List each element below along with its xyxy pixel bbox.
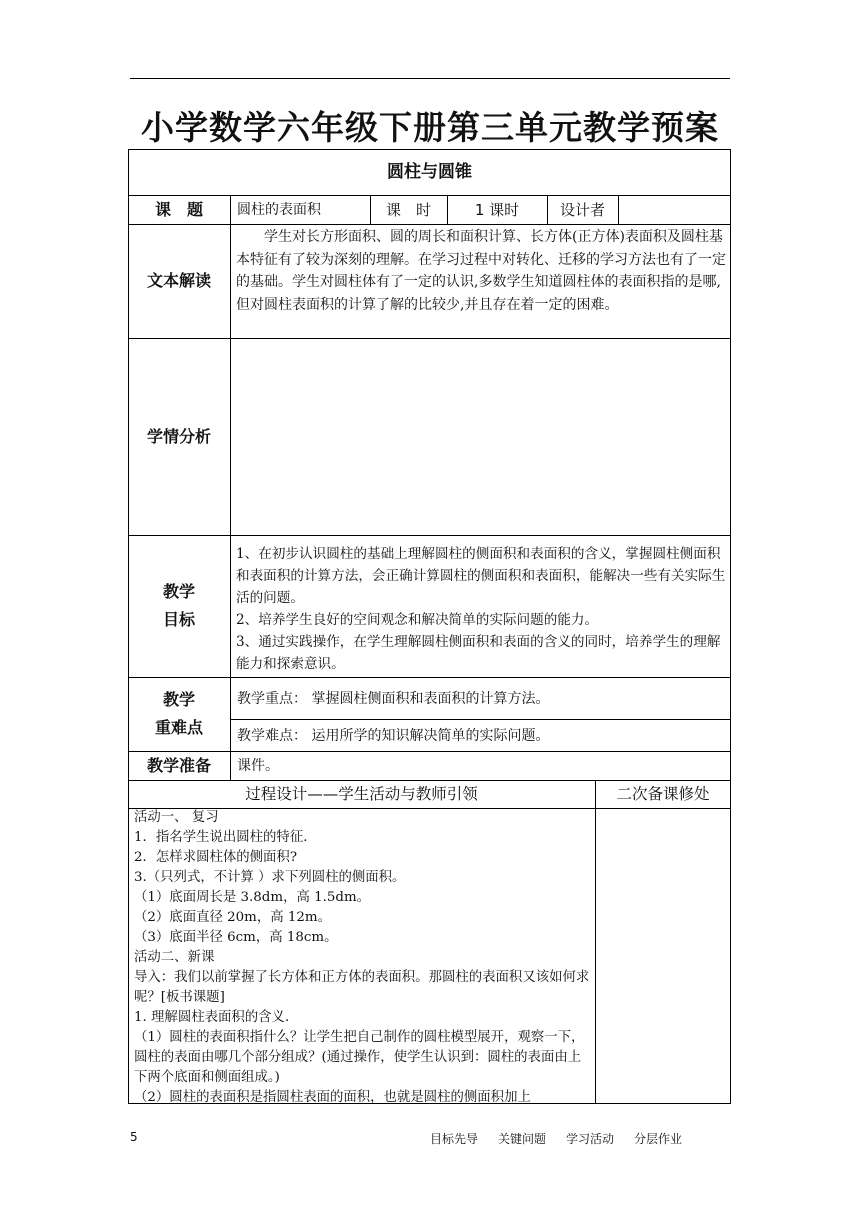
key-points-label-line1: 教学 xyxy=(162,690,195,709)
process-line: （1）圆柱的表面积指什么？让学生把自己制作的圆柱模型展开，观察一下，圆柱的表面由哪几个部分组成？(通过操作，使学生认识到：圆柱的表面由上下两个底面和侧面组成。) xyxy=(134,1030,585,1085)
footer-item: 目标先导 xyxy=(430,1132,479,1146)
page-number: 5 xyxy=(130,1130,138,1144)
key-points-label xyxy=(128,677,230,751)
goals-label xyxy=(128,535,230,677)
key-points-label-line2: 重难点 xyxy=(154,718,203,737)
process-header-right: 二次备课修处 xyxy=(616,785,710,803)
process-line: 导入：我们以前掌握了长方体和正方体的表面积。那圆柱的表面积又该如何求呢？[板书课题] xyxy=(134,970,590,1005)
goal-item-2: 2、培养学生良好的空间观念和解决简单的实际问题的能力。 xyxy=(236,612,599,628)
preparation-content: 课件。 xyxy=(237,758,279,774)
process-line: （3）底面半径 6cm，高 18cm。 xyxy=(134,930,338,945)
preparation-label: 教学准备 xyxy=(146,755,211,775)
footer-item: 分层作业 xyxy=(634,1132,683,1146)
document-title: 小学数学六年级下册第三单元教学预案 xyxy=(141,108,719,147)
goals-content xyxy=(236,543,728,675)
goals-label-line1: 教学 xyxy=(162,582,195,601)
text-analysis-label: 文本解读 xyxy=(146,271,211,290)
designer-label: 设计者 xyxy=(559,200,605,219)
goals-label-line2: 目标 xyxy=(162,610,195,629)
topic-value: 圆柱的表面积 xyxy=(237,202,321,218)
topic-label: 课 题 xyxy=(154,199,203,219)
process-line: 1．指名学生说出圆柱的特征． xyxy=(134,830,317,845)
hours-value: 1 课时 xyxy=(474,200,520,219)
goal-item-3: 3、通过实践操作，在学生理解圆柱侧面积和表面的含义的同时，培养学生的理解能力和探索意识。 xyxy=(236,634,721,672)
goal-item-1: 1、在初步认识圆柱的基础上理解圆柱的侧面积和表面积的含义，掌握圆柱侧面积和表面积的计算方法，会正确计算圆柱的侧面积和表面积，能解决一些有关实际生活的问题。 xyxy=(236,546,726,606)
footer-item: 关键问题 xyxy=(498,1132,547,1146)
difficulty-text: 教学难点： 运用所学的知识解决简单的实际问题。 xyxy=(237,728,550,744)
process-line: 活动一、 复习 xyxy=(134,810,219,825)
unit-title: 圆柱与圆锥 xyxy=(387,162,472,182)
hours-label: 课 时 xyxy=(385,200,431,219)
header-rule xyxy=(130,78,730,79)
footer-item: 学习活动 xyxy=(566,1132,615,1146)
process-line: 1. 理解圆柱表面积的含义． xyxy=(134,1010,299,1025)
student-analysis-label: 学情分析 xyxy=(146,426,211,446)
process-line: （1）底面周长是 3.8dm，高 1.5dm。 xyxy=(134,890,371,905)
text-analysis-content: 学生对长方形面积、圆的周长和面积计算、长方体(正方体)表面积及圆柱基本特征有了较为深刻的理解。在学习过程中对转化、迁移的学习方法也有了一定的基础。学生对圆柱体有了一定的认识,多数学生知道圆柱体的表面积指的是哪,但对圆柱表面积的计算了解的比较少,并且存在着一定的困难。 xyxy=(236,229,726,313)
process-line: 3.（只列式，不计算 ）求下列圆柱的侧面积。 xyxy=(134,870,406,885)
process-header-left: 过程设计——学生活动与教师引领 xyxy=(245,785,478,803)
footer-nav xyxy=(430,1130,682,1147)
process-line: （2）圆柱的表面积是指圆柱表面的面积，也就是圆柱的侧面积加上 xyxy=(134,1090,531,1105)
process-line: 活动二、新课 xyxy=(134,950,215,965)
process-line: 2．怎样求圆柱体的侧面积? xyxy=(134,850,297,865)
process-line: （2）底面直径 20m，高 12m。 xyxy=(134,910,332,925)
key-point-text: 教学重点： 掌握圆柱侧面积和表面积的计算方法。 xyxy=(237,691,550,707)
process-content xyxy=(134,808,592,1108)
